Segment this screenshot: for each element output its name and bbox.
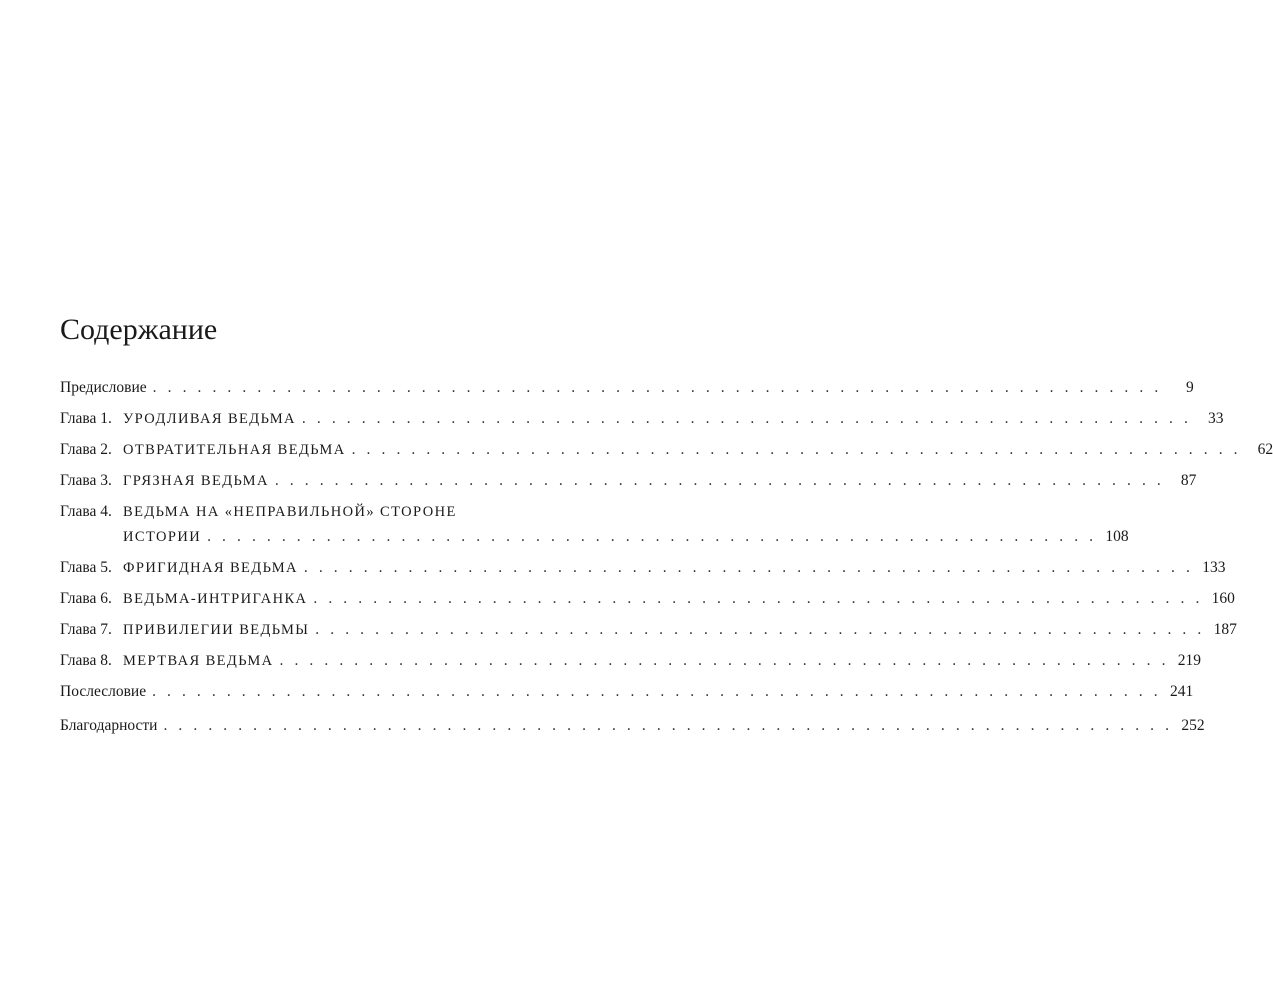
leader-dots: . . . . . . . . . . . . . . . . . . . . . . . . . . . . . . . . . . . . . . . . . . . . . . . . . . . . . . . . . . . . [279, 652, 1170, 669]
leader-dots: . . . . . . . . . . . . . . . . . . . . . . . . . . . . . . . . . . . . . . . . . . . . . . . . . . . . . . . . . . . . . . . . . . . . [152, 379, 1162, 396]
chapter-prefix: Глава 5. [60, 559, 112, 576]
toc-entry-title: Предисловие [60, 379, 147, 396]
toc-page-number: 87 [1180, 472, 1197, 489]
table-of-contents [60, 378, 1273, 747]
toc-entry-acknowledgements [60, 716, 1205, 736]
toc-entry-title: ГРЯЗНАЯ ВЕДЬМА [123, 473, 269, 489]
toc-page-number: 187 [1213, 621, 1237, 638]
chapter-prefix: Глава 7. [60, 621, 112, 638]
leader-dots: . . . . . . . . . . . . . . . . . . . . . . . . . . . . . . . . . . . . . . . . . . . . . . . . . . . . . . . . . . . . [303, 559, 1194, 576]
toc-page-number: 160 [1211, 590, 1235, 607]
toc-entry-line [60, 527, 1129, 547]
chapter-prefix: Глава 2. [60, 441, 112, 458]
toc-entry-chapter-5 [60, 558, 1226, 578]
toc-page-number: 108 [1105, 528, 1129, 545]
chapter-prefix: Глава 4. [60, 503, 112, 520]
toc-page-number: 241 [1169, 683, 1194, 700]
chapter-prefix: Глава 8. [60, 652, 112, 669]
toc-entry-title: МЕРТВАЯ ВЕДЬМА [123, 653, 274, 669]
toc-entry-title: ОТВРАТИТЕЛЬНАЯ ВЕДЬМА [123, 442, 346, 458]
chapter-prefix: Глава 6. [60, 590, 112, 607]
toc-entry-title-line1: ВЕДЬМА НА «НЕПРАВИЛЬНОЙ» СТОРОНЕ [123, 504, 457, 520]
toc-entry-title: Благодарности [60, 717, 158, 734]
toc-entry-preface [60, 378, 1194, 398]
leader-dots: . . . . . . . . . . . . . . . . . . . . . . . . . . . . . . . . . . . . . . . . . . . . . . . . . . . . . . . . . . . . [274, 472, 1165, 489]
toc-entry-chapter-7 [60, 620, 1237, 640]
leader-dots: . . . . . . . . . . . . . . . . . . . . . . . . . . . . . . . . . . . . . . . . . . . . . . . . . . . . . . . . . . . . [207, 528, 1097, 545]
toc-entry-chapter-2 [60, 440, 1273, 460]
toc-entry-title: ВЕДЬМА-ИНТРИГАНКА [123, 591, 308, 607]
leader-dots: . . . . . . . . . . . . . . . . . . . . . . . . . . . . . . . . . . . . . . . . . . . . . . . . . . . . . . . . . . . . [351, 441, 1242, 458]
toc-entry-chapter-8 [60, 651, 1202, 671]
leader-dots: . . . . . . . . . . . . . . . . . . . . . . . . . . . . . . . . . . . . . . . . . . . . . . . . . . . . . . . . . . . . . . . . . . . . [163, 717, 1173, 734]
toc-page-number: 33 [1207, 410, 1224, 427]
toc-entry-title: Послесловие [60, 683, 147, 700]
toc-entry-title: УРОДЛИВАЯ ВЕДЬМА [123, 411, 296, 427]
leader-dots: . . . . . . . . . . . . . . . . . . . . . . . . . . . . . . . . . . . . . . . . . . . . . . . . . . . . . . . . . . . . [313, 590, 1203, 607]
leader-dots: . . . . . . . . . . . . . . . . . . . . . . . . . . . . . . . . . . . . . . . . . . . . . . . . . . . . . . . . . . . . [315, 621, 1205, 638]
toc-page-number: 9 [1186, 379, 1194, 396]
toc-page-number: 252 [1181, 717, 1205, 734]
toc-entry-title: ПРИВИЛЕГИИ ВЕДЬМЫ [123, 622, 310, 638]
chapter-prefix: Глава 3. [60, 472, 112, 489]
toc-entry-chapter-1 [60, 409, 1224, 429]
toc-entry-line [60, 502, 554, 522]
toc-page-number: 62 [1257, 441, 1273, 458]
leader-dots: . . . . . . . . . . . . . . . . . . . . . . . . . . . . . . . . . . . . . . . . . . . . . . . . . . . . . . . . . . . . . . . . . . . . [152, 683, 1162, 700]
toc-entry-chapter-4 [60, 502, 1129, 547]
chapter-prefix: Глава 1. [60, 410, 112, 427]
toc-page-number: 219 [1177, 652, 1202, 669]
toc-entry-title: ФРИГИДНАЯ ВЕДЬМА [123, 560, 298, 576]
toc-entry-afterword [60, 682, 1194, 702]
toc-entry-title-line2: ИСТОРИИ [123, 529, 202, 545]
page-title: Содержание [60, 313, 218, 346]
toc-entry-chapter-6 [60, 589, 1235, 609]
leader-dots: . . . . . . . . . . . . . . . . . . . . . . . . . . . . . . . . . . . . . . . . . . . . . . . . . . . . . . . . . . . . [301, 410, 1192, 427]
toc-page-number: 133 [1202, 559, 1226, 576]
toc-entry-chapter-3 [60, 471, 1197, 491]
